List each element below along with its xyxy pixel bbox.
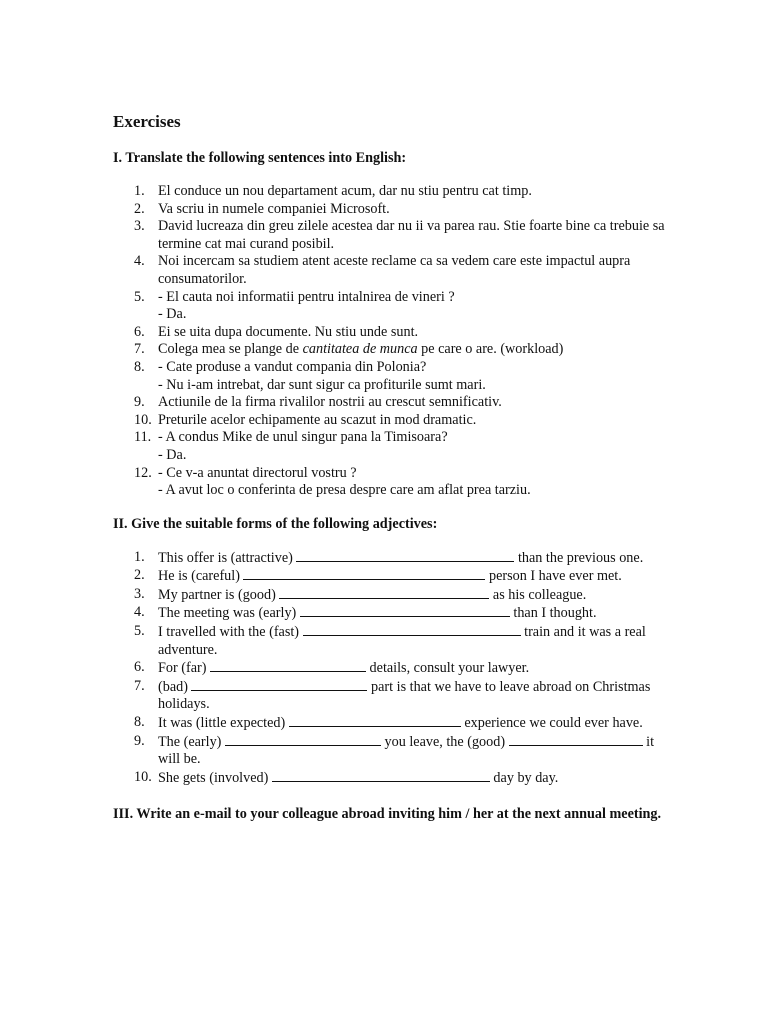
item-text: Preturile acelor echipamente au scazut in mod dramatic. xyxy=(158,411,477,428)
answer-blank[interactable] xyxy=(191,678,367,691)
translation-item xyxy=(113,253,673,288)
item-emphasis: cantitatea de munca xyxy=(302,341,418,358)
item-number: 8. xyxy=(134,714,145,731)
item-number: 7. xyxy=(134,341,145,358)
item-number: 5. xyxy=(134,623,145,640)
adjective-item xyxy=(113,623,673,659)
item-text: train and it was a real adventure. xyxy=(158,624,646,658)
item-text: - El cauta noi informatii pentru intalnirea de vineri ? xyxy=(158,288,455,305)
item-text: than the previous one. xyxy=(514,549,644,566)
item-text: She gets (involved) xyxy=(158,769,272,786)
item-number: 2. xyxy=(134,200,145,217)
translation-item xyxy=(113,201,673,219)
item-text: - Nu i-am intrebat, dar sunt sigur ca profiturile sumt mari. xyxy=(158,376,486,393)
item-text: pe care o are. (workload) xyxy=(417,341,564,358)
adjective-item xyxy=(113,733,673,769)
translation-item xyxy=(113,465,673,500)
item-number: 8. xyxy=(134,358,145,375)
item-text: Ei se uita dupa documente. Nu stiu unde sunt. xyxy=(158,323,419,340)
item-number: 9. xyxy=(134,394,145,411)
translation-item xyxy=(113,341,673,359)
answer-blank[interactable] xyxy=(225,733,381,746)
item-number: 7. xyxy=(134,677,145,694)
adjectives-list xyxy=(113,549,673,788)
adjective-item xyxy=(113,586,673,605)
item-number: 5. xyxy=(134,288,145,305)
item-text: - A avut loc o conferinta de presa despre care am aflat prea tarziu. xyxy=(158,482,531,499)
answer-blank[interactable] xyxy=(279,586,489,599)
item-text: details, consult your lawyer. xyxy=(366,660,530,677)
item-text: part is that we have to leave abroad on Christmas holidays. xyxy=(158,678,651,713)
item-number: 10. xyxy=(134,411,152,428)
item-number: 3. xyxy=(134,218,145,235)
translation-item xyxy=(113,359,673,394)
item-text: experience we could ever have. xyxy=(460,715,643,732)
item-text: (bad) xyxy=(158,678,192,695)
answer-blank[interactable] xyxy=(272,769,490,782)
item-number: 9. xyxy=(134,732,145,749)
translation-list xyxy=(113,183,673,500)
translation-item xyxy=(113,183,673,201)
translation-item xyxy=(113,394,673,412)
answer-blank[interactable] xyxy=(243,567,485,580)
item-text: I travelled with the (fast) xyxy=(158,624,303,641)
item-text: It was (little expected) xyxy=(158,715,289,732)
item-text: The (early) xyxy=(158,733,225,750)
adjective-item xyxy=(113,678,673,714)
item-number: 10. xyxy=(134,768,152,785)
item-number: 6. xyxy=(134,659,145,676)
item-number: 1. xyxy=(134,548,145,565)
item-text: - Da. xyxy=(158,446,187,463)
item-text: For (far) xyxy=(158,660,210,677)
section-2-heading: II. Give the suitable forms of the following adjectives: xyxy=(113,515,438,532)
item-text: than I thought. xyxy=(509,605,597,622)
item-text: as his colleague. xyxy=(489,586,587,603)
item-number: 3. xyxy=(134,585,145,602)
item-text: - Cate produse a vandut compania din Polonia? xyxy=(158,358,427,375)
adjective-item xyxy=(113,567,673,586)
item-text: Va scriu in numele companiei Microsoft. xyxy=(158,200,390,217)
item-text: My partner is (good) xyxy=(158,586,280,603)
item-text: - A condus Mike de unul singur pana la Timisoara? xyxy=(158,429,448,446)
item-number: 12. xyxy=(134,464,152,481)
item-text: - Da. xyxy=(158,306,187,323)
item-text: you leave, the (good) xyxy=(380,733,509,750)
item-text: - Ce v-a anuntat directorul vostru ? xyxy=(158,464,357,481)
translation-item xyxy=(113,412,673,430)
item-text: Colega mea se plange de xyxy=(158,341,303,358)
item-number: 4. xyxy=(134,604,145,621)
item-number: 1. xyxy=(134,183,145,199)
section-3-heading: III. Write an e-mail to your colleague abroad inviting him / her at the next annual meeting. xyxy=(113,806,662,823)
item-text: Actiunile de la firma rivalilor nostrii au crescut semnificativ. xyxy=(158,394,502,411)
item-text: Noi incercam sa studiem atent aceste reclame ca sa vedem care este impactul aupra consumatorilor. xyxy=(158,253,631,287)
item-text: day by day. xyxy=(489,769,559,786)
adjective-item xyxy=(113,549,673,568)
document-page xyxy=(113,112,673,823)
answer-blank[interactable] xyxy=(509,733,643,746)
item-number: 4. xyxy=(134,253,145,270)
adjective-item xyxy=(113,604,673,623)
item-text: This offer is (attractive) xyxy=(158,549,297,566)
item-text: He is (careful) xyxy=(158,568,244,585)
item-text: person I have ever met. xyxy=(485,568,622,585)
item-text: it will be. xyxy=(158,733,655,768)
translation-item xyxy=(113,429,673,464)
adjective-item xyxy=(113,714,673,733)
answer-blank[interactable] xyxy=(210,659,366,672)
item-text: The meeting was (early) xyxy=(158,605,300,622)
item-text: El conduce un nou departament acum, dar nu stiu pentru cat timp. xyxy=(158,183,532,199)
item-number: 6. xyxy=(134,323,145,340)
answer-blank[interactable] xyxy=(300,604,510,617)
answer-blank[interactable] xyxy=(296,549,514,562)
item-number: 2. xyxy=(134,567,145,584)
answer-blank[interactable] xyxy=(289,714,461,727)
translation-item xyxy=(113,218,673,253)
adjective-item xyxy=(113,769,673,788)
item-text: David lucreaza din greu zilele acestea dar nu ii va parea rau. Stie foarte bine ca trebuie sa termine cat mai curand posibil. xyxy=(158,218,665,252)
section-1-heading: I. Translate the following sentences into English: xyxy=(113,150,407,166)
page-title: Exercises xyxy=(113,112,181,131)
adjective-item xyxy=(113,659,673,678)
answer-blank[interactable] xyxy=(303,623,521,636)
item-number: 11. xyxy=(134,429,152,446)
translation-item xyxy=(113,324,673,342)
translation-item xyxy=(113,289,673,324)
